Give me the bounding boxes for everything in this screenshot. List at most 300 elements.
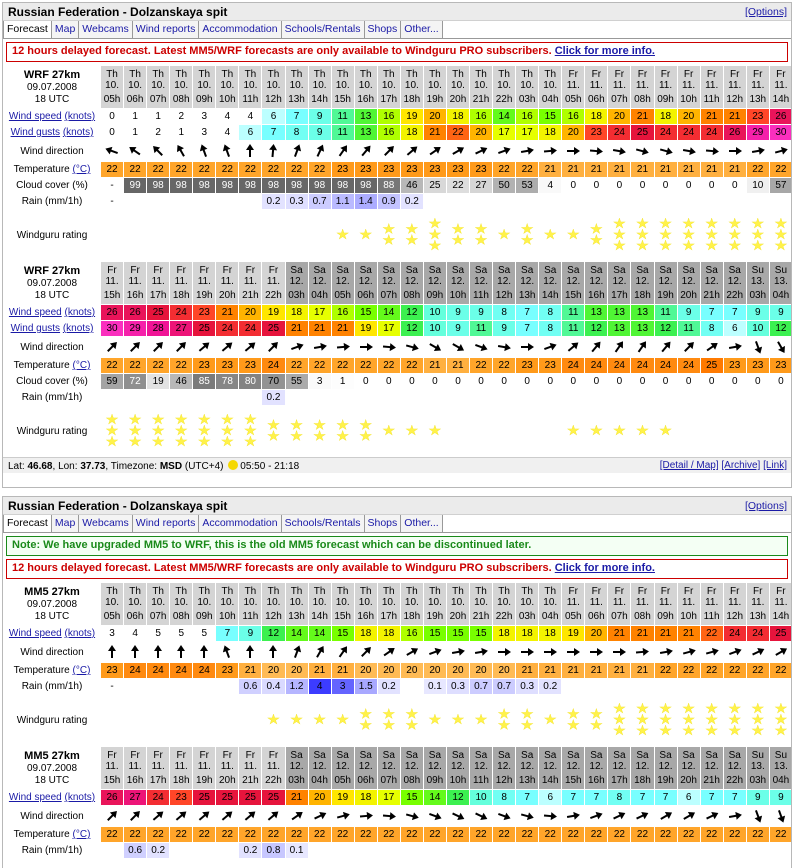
rain-cell [239, 194, 261, 209]
forecast-time-cell [655, 262, 677, 304]
wind-arrow-icon [588, 143, 604, 159]
star-icon [751, 703, 764, 715]
day-label: Sa [290, 265, 303, 276]
celsius-link[interactable]: (°C) [72, 665, 91, 676]
rating-cell [309, 210, 331, 260]
star-icon [359, 708, 372, 720]
knots-link[interactable]: (knots) [64, 792, 96, 803]
day-label: Th [336, 69, 349, 80]
cloud-cover-cell: 70 [262, 374, 284, 389]
wind-speed-cell: 8 [493, 305, 515, 320]
wind-arrow-icon [265, 644, 281, 660]
rain-cell [747, 843, 769, 858]
rain-cell [701, 390, 723, 405]
star-icon [221, 436, 234, 448]
day-label: Sa [336, 750, 349, 761]
wind-gusts-link[interactable]: Wind gusts [10, 323, 61, 334]
tab-shops[interactable]: Shops [365, 21, 402, 38]
wind-arrow-icon [404, 808, 420, 824]
star-icon [682, 218, 695, 230]
options-link[interactable]: [Options] [744, 500, 787, 512]
temperature-cell: 22 [539, 827, 561, 842]
wind-direction-cell [239, 141, 261, 161]
wind-direction-cell [309, 337, 331, 357]
wind-speed-cell: 25 [262, 790, 284, 805]
rain-cell [516, 843, 538, 858]
tab-map[interactable]: Map [52, 21, 79, 38]
rating-stars [659, 219, 672, 252]
wind-gusts-cell: 24 [678, 125, 700, 140]
rating-cell [424, 695, 446, 745]
knots-link[interactable]: (knots) [64, 628, 96, 639]
rating-stars [359, 230, 372, 241]
celsius-link[interactable]: (°C) [72, 360, 91, 371]
delay-notice-text: 12 hours delayed forecast. Latest MM5/WRF forecasts are only available to Windguru PRO subscribers. [12, 45, 552, 57]
rain-cell: 0.9 [378, 194, 400, 209]
wind-direction-cell [562, 806, 584, 826]
forecast-time-cell [124, 747, 146, 789]
hour-label: 07h [611, 94, 628, 105]
wind-direction-cell [470, 337, 492, 357]
day-label: Fr [222, 265, 233, 276]
hour-label: 04h [541, 611, 559, 622]
wind-arrow-icon [427, 808, 443, 824]
wind-direction-cell [585, 642, 607, 662]
forecast-time-cell [447, 747, 469, 789]
date-label: 11. [682, 597, 696, 608]
rain-cell [147, 679, 169, 694]
tab-other[interactable]: Other... [401, 21, 442, 38]
rain-cell [493, 194, 515, 209]
wind-speed-cell: 9 [770, 790, 792, 805]
model-name: MM5 27km [24, 749, 80, 762]
wind-gusts-cell: 0 [101, 125, 123, 140]
wind-arrow-icon [773, 339, 789, 355]
wind-direction-cell [401, 141, 423, 161]
temperature-cell: 23 [447, 162, 469, 177]
wind-speed-link[interactable]: Wind speed [8, 111, 62, 122]
more-info-link[interactable]: Click for more info. [554, 562, 655, 574]
cloud-cover-cell: 0 [701, 178, 723, 193]
wind-direction-cell [309, 141, 331, 161]
rating-stars [590, 426, 603, 437]
date-label: 12. [658, 761, 673, 772]
temperature-cell: 22 [355, 358, 377, 373]
temperature-cell: 21 [678, 162, 700, 177]
day-label: Th [336, 586, 349, 597]
row-label [4, 390, 100, 405]
temperature-cell: 22 [286, 358, 308, 373]
forecast-time-cell [747, 262, 769, 304]
rating-cell [332, 406, 354, 456]
temperature-cell: 20 [378, 663, 400, 678]
rain-cell [701, 843, 723, 858]
rating-cell [770, 695, 792, 745]
wind-direction-label: Wind direction [20, 341, 84, 353]
date-label: 11. [566, 597, 580, 608]
cloud-cover-cell: 98 [216, 178, 238, 193]
wind-arrow-icon [173, 339, 189, 355]
hour-label: 03h [288, 290, 305, 301]
wind-gusts-cell: 18 [401, 125, 423, 140]
rain-cell [701, 194, 723, 209]
wind-arrow-icon [358, 808, 374, 824]
wind-arrow-icon [219, 143, 235, 159]
rating-cell [655, 406, 677, 456]
row-label [4, 663, 100, 678]
model-run-date: 09.07.2008 [26, 81, 78, 93]
knots-link[interactable]: (knots) [62, 127, 94, 138]
rating-stars [313, 715, 326, 726]
temperature-cell: 24 [655, 358, 677, 373]
cloud-cover-cell: 98 [286, 178, 308, 193]
star-icon [382, 223, 395, 235]
tab-webcams[interactable]: Webcams [79, 515, 133, 532]
wind-direction-cell [332, 806, 354, 826]
rating-cell [239, 210, 261, 260]
temperature-cell: 21 [539, 663, 561, 678]
rating-stars [544, 715, 557, 726]
wind-direction-cell [493, 337, 515, 357]
hour-label: 16h [357, 94, 375, 105]
cloud-cover-cell: 22 [447, 178, 469, 193]
rain-cell [562, 843, 584, 858]
wind-arrow-icon [104, 644, 120, 660]
wind-direction-cell [239, 806, 261, 826]
tab-wind-reports[interactable]: Wind reports [133, 21, 200, 38]
tab-shops[interactable]: Shops [365, 515, 402, 532]
wind-direction-cell [539, 806, 561, 826]
temperature-cell: 23 [770, 358, 792, 373]
rating-cell [147, 695, 169, 745]
celsius-link[interactable]: (°C) [72, 164, 91, 175]
star-icon [336, 229, 349, 241]
wind-speed-cell: 21 [701, 109, 723, 124]
wind-arrow-icon [681, 143, 697, 159]
day-label: Fr [199, 750, 209, 761]
rain-cell: 1.1 [332, 194, 354, 209]
rain-cell [101, 843, 123, 858]
forecast-time-cell [493, 583, 515, 625]
temperature-cell: 22 [701, 663, 723, 678]
rating-cell [101, 695, 123, 745]
wind-speed-cell: 8 [493, 790, 515, 805]
wind-direction-cell [378, 337, 400, 357]
wind-arrow-icon [289, 808, 305, 824]
rain-cell [216, 194, 238, 209]
date-label: 10. [174, 597, 189, 608]
rating-cell [470, 210, 492, 260]
forecast-time-cell [747, 747, 769, 789]
wind-gusts-cell: 24 [701, 125, 723, 140]
star-icon [544, 714, 557, 726]
rain-cell [678, 679, 700, 694]
tab-forecast[interactable]: Forecast [3, 21, 52, 38]
wind-speed-cell: 26 [101, 305, 123, 320]
temperature-cell: 22 [355, 827, 377, 842]
hour-label: 22h [265, 775, 282, 786]
cloud-cover-cell: 0 [770, 374, 792, 389]
hour-label: 09h [195, 94, 213, 105]
wind-direction-cell [655, 642, 677, 662]
rain-cell [193, 843, 215, 858]
hour-label: 03h [288, 775, 305, 786]
rating-cell [124, 695, 146, 745]
tab-schools-rentals[interactable]: Schools/Rentals [282, 21, 365, 38]
rain-cell [678, 194, 700, 209]
rating-cell [516, 406, 538, 456]
rating-cell [262, 406, 284, 456]
forecast-header-row [4, 262, 792, 304]
date-label: 12. [312, 761, 327, 772]
day-label: Fr [776, 69, 786, 80]
hour-label: 20h [219, 290, 236, 301]
date-label: 12. [681, 276, 696, 287]
forecast-time-cell [401, 583, 423, 625]
rating-cell [124, 406, 146, 456]
temperature-cell: 21 [332, 663, 354, 678]
wind-speed-cell: 9 [239, 626, 261, 641]
wind-arrow-icon [427, 339, 443, 355]
star-icon [428, 229, 441, 241]
star-icon [498, 719, 511, 731]
wind-direction-cell [378, 806, 400, 826]
forecast-time-cell [631, 747, 653, 789]
wind-speed-row [4, 305, 792, 320]
wind-speed-link[interactable]: Wind speed [8, 792, 62, 803]
tab-map[interactable]: Map [52, 515, 79, 532]
day-label: Sa [474, 265, 488, 276]
wind-direction-cell [493, 642, 515, 662]
knots-link[interactable]: (knots) [64, 111, 96, 122]
options-link[interactable]: [Options] [744, 6, 787, 18]
date-label: 12. [681, 761, 696, 772]
forecast-time-cell [493, 262, 515, 304]
temperature-cell: 22 [678, 663, 700, 678]
footer-link-2[interactable]: [Link] [763, 460, 787, 471]
wind-gusts-cell: 18 [539, 125, 561, 140]
wind-direction-cell [239, 337, 261, 357]
cloud-cover-cell: 4 [539, 178, 561, 193]
wind-direction-cell [101, 141, 123, 161]
row-label [4, 210, 100, 260]
cloud-cover-cell: 59 [101, 374, 123, 389]
star-icon [636, 714, 649, 726]
hour-label: 19h [426, 611, 444, 622]
cloud-cover-cell: 0 [585, 178, 607, 193]
wind-arrow-icon [265, 808, 281, 824]
wind-speed-cell: 18 [585, 109, 607, 124]
date-label: 12. [635, 761, 650, 772]
wind-arrow-icon [773, 143, 789, 159]
rating-cell [539, 406, 561, 456]
tab-wind-reports[interactable]: Wind reports [133, 515, 200, 532]
wind-arrow-icon [519, 644, 535, 660]
wind-speed-cell: 20 [424, 109, 446, 124]
day-label: Fr [199, 265, 209, 276]
hour-label: 22h [265, 290, 282, 301]
footer-link-1[interactable]: [Archive] [721, 460, 761, 471]
rating-cell [678, 406, 700, 456]
star-icon [751, 240, 764, 252]
rain-cell [608, 843, 630, 858]
wind-direction-cell [355, 806, 377, 826]
cloud-cover-cell: 0 [724, 178, 746, 193]
rain-cell [170, 390, 192, 405]
cloud-cover-cell: 55 [286, 374, 308, 389]
day-label: Fr [268, 750, 279, 761]
wind-speed-cell: 12 [447, 790, 469, 805]
hour-label: 03h [749, 775, 767, 786]
wind-arrow-icon [496, 644, 512, 660]
star-icon [475, 223, 488, 235]
rain-cell [170, 679, 192, 694]
forecast-time-cell [216, 747, 238, 789]
rating-cell [447, 406, 469, 456]
location-footer: Lat: 46.68, Lon: 37.73, Timezone: MSD (UTC+4) 05:50 - 21:18 [Detail / Map] [Archive] [Link] [3, 457, 791, 473]
star-icon [659, 218, 672, 230]
wind-arrow-icon [473, 143, 489, 159]
tab-webcams[interactable]: Webcams [79, 21, 133, 38]
date-label: 10. [381, 80, 396, 91]
day-label: Th [198, 69, 211, 80]
wind-direction-cell [516, 642, 538, 662]
temperature-cell: 22 [770, 827, 792, 842]
forecast-time-cell [655, 66, 677, 108]
rating-cell [678, 695, 700, 745]
wind-arrow-icon [727, 808, 743, 824]
day-label: Sa [428, 750, 442, 761]
rain-cell [770, 843, 792, 858]
day-label: Sa [336, 265, 349, 276]
cloud-cover-cell: 0 [401, 374, 423, 389]
rating-stars [290, 420, 303, 442]
date-label: 10. [312, 80, 327, 91]
tab-accommodation[interactable]: Accommodation [199, 515, 281, 532]
rating-cell [101, 210, 123, 260]
wind-arrow-icon [681, 339, 697, 355]
wind-gusts-cell: 6 [724, 321, 746, 336]
wind-speed-link[interactable]: Wind speed [8, 307, 62, 318]
temperature-cell: 21 [631, 162, 653, 177]
star-icon [705, 714, 718, 726]
temperature-cell: 24 [562, 358, 584, 373]
date-label: 10. [381, 597, 396, 608]
star-icon [475, 234, 488, 246]
date-label: 10. [543, 80, 558, 91]
day-label: Th [267, 69, 280, 80]
windguru-rating-label: Windguru rating [16, 714, 88, 726]
temperature-cell: 22 [724, 827, 746, 842]
forecast-time-cell [147, 66, 169, 108]
tab-accommodation[interactable]: Accommodation [199, 21, 281, 38]
star-icon [405, 425, 418, 437]
day-label: Sa [659, 265, 672, 276]
cloud-cover-cell: 46 [170, 374, 192, 389]
wind-direction-cell [147, 642, 169, 662]
star-icon [521, 708, 534, 720]
date-label: 10. [451, 597, 465, 608]
wind-speed-cell: 18 [447, 109, 469, 124]
celsius-link[interactable]: (°C) [72, 829, 91, 840]
hour-label: 11h [242, 611, 259, 622]
temperature-cell: 22 [747, 663, 769, 678]
wind-speed-cell: 18 [355, 626, 377, 641]
rating-stars [244, 415, 257, 448]
wind-speed-cell: 21 [655, 626, 677, 641]
forecast-time-cell [124, 262, 146, 304]
star-icon [198, 414, 211, 426]
knots-link[interactable]: (knots) [62, 323, 94, 334]
wind-speed-cell: 16 [332, 305, 354, 320]
knots-link[interactable]: (knots) [64, 307, 96, 318]
rain-cell [608, 194, 630, 209]
footer-link-0[interactable]: [Detail / Map] [659, 460, 719, 471]
rating-stars [567, 230, 580, 241]
rain-cell [655, 679, 677, 694]
star-icon [590, 234, 603, 246]
rating-cell [262, 210, 284, 260]
wind-direction-cell [262, 337, 284, 357]
day-label: Sa [313, 750, 326, 761]
rating-cell [378, 210, 400, 260]
date-label: 11. [174, 276, 188, 287]
wind-arrow-icon [519, 143, 535, 159]
wind-speed-cell: 20 [678, 109, 700, 124]
forecast-time-cell [401, 262, 423, 304]
row-label [4, 642, 100, 662]
wind-direction-label: Wind direction [20, 810, 84, 822]
cloud-cover-cell: 0 [631, 374, 653, 389]
star-icon [451, 714, 464, 726]
star-icon [590, 708, 603, 720]
forecast-time-cell [516, 66, 538, 108]
tab-other[interactable]: Other... [401, 515, 442, 532]
rain-cell [608, 390, 630, 405]
rating-cell [701, 695, 723, 745]
wind-arrow-icon [565, 339, 581, 355]
wind-speed-cell: 16 [401, 626, 423, 641]
star-icon [451, 234, 464, 246]
hour-label: 19h [195, 775, 213, 786]
date-label: 11. [220, 761, 234, 772]
more-info-link[interactable]: Click for more info. [554, 45, 655, 57]
temperature-cell: 22 [262, 162, 284, 177]
hour-label: 07h [149, 611, 167, 622]
date-label: 10. [128, 80, 143, 91]
wind-direction-cell [424, 642, 446, 662]
rain-cell: 0.7 [470, 679, 492, 694]
temperature-cell: 20 [470, 663, 492, 678]
tab-forecast[interactable]: Forecast [3, 515, 52, 532]
hour-label: 09h [426, 775, 444, 786]
cloud-cover-cell: 98 [170, 178, 192, 193]
rain-cell [631, 194, 653, 209]
tab-schools-rentals[interactable]: Schools/Rentals [282, 515, 365, 532]
rating-stars [498, 709, 511, 731]
wind-speed-cell: 20 [608, 109, 630, 124]
wind-speed-link[interactable]: Wind speed [8, 628, 62, 639]
forecast-time-cell [309, 262, 331, 304]
wind-gusts-cell: 9 [493, 321, 515, 336]
wind-arrow-icon [358, 143, 374, 159]
temperature-cell: 22 [101, 162, 123, 177]
day-label: Fr [107, 750, 117, 761]
hour-label: 13h [749, 94, 767, 105]
date-label: 10. [105, 597, 119, 608]
wind-gusts-link[interactable]: Wind gusts [10, 127, 61, 138]
forecast-time-cell [747, 583, 769, 625]
